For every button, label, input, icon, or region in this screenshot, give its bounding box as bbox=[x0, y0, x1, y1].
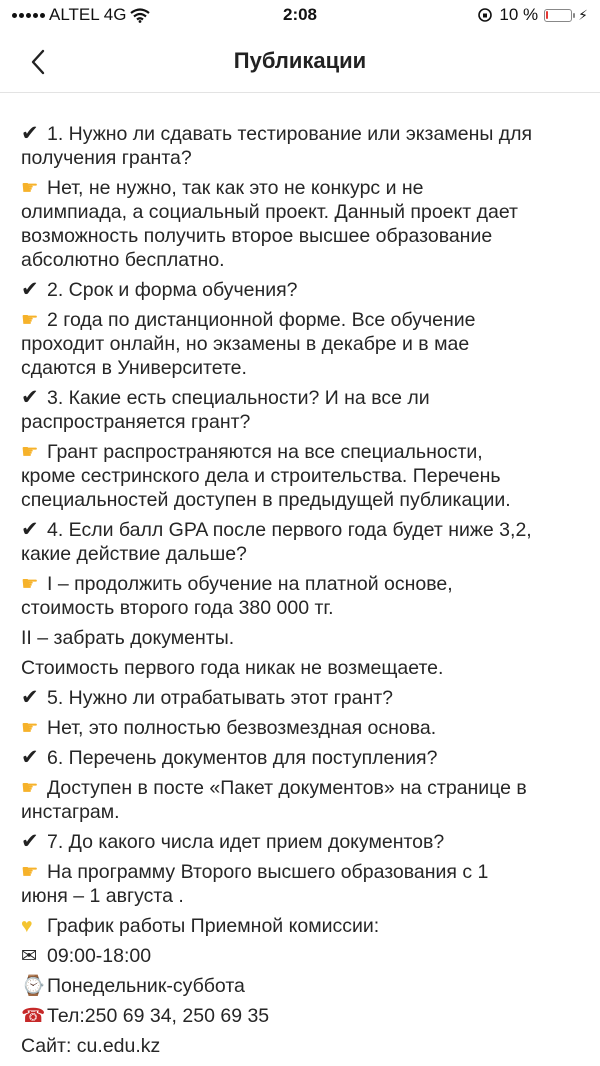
schedule-title: График работы Приемной комиссии: bbox=[47, 915, 380, 937]
pointing-hand-icon: ☛ bbox=[21, 861, 39, 883]
answer-1-cont3: абсолютно бесплатно. bbox=[21, 249, 225, 271]
nav-bar bbox=[0, 32, 600, 93]
battery-percent: 10 % bbox=[499, 5, 539, 24]
phone-numbers: Тел:250 69 34, 250 69 35 bbox=[47, 1005, 270, 1027]
answer-2-cont2: сдаются в Университете. bbox=[21, 357, 247, 379]
page-title: Публикации bbox=[233, 48, 367, 73]
check-mark-icon: ✔ bbox=[21, 518, 39, 541]
working-hours: 09:00-18:00 bbox=[47, 945, 152, 967]
question-4: 4. Если балл GPA после первого года будет ниже 3,2, bbox=[47, 519, 532, 541]
telephone-icon: ☎ bbox=[21, 1005, 46, 1027]
answer-3-cont2: специальностей доступен в предыдущей публикации. bbox=[21, 489, 511, 511]
pointing-hand-icon: ☛ bbox=[21, 717, 39, 739]
carrier-label: ALTEL 4G bbox=[49, 5, 127, 24]
answer-7: На программу Второго высшего образования с 1 bbox=[47, 861, 489, 883]
pointing-hand-icon: ☛ bbox=[21, 777, 39, 799]
status-right bbox=[477, 5, 588, 25]
answer-3: Грант распространяются на все специальности, bbox=[47, 441, 483, 463]
check-mark-icon: ✔ bbox=[21, 386, 39, 409]
check-mark-icon: ✔ bbox=[21, 122, 39, 145]
pointing-hand-icon: ☛ bbox=[21, 177, 39, 199]
answer-4: I – продолжить обучение на платной основе, bbox=[47, 573, 453, 595]
question-3-cont: распространяется грант? bbox=[21, 411, 251, 433]
answer-3-cont: кроме сестринского дела и строительства. Перечень bbox=[21, 465, 501, 487]
check-mark-icon: ✔ bbox=[21, 278, 39, 301]
check-mark-icon: ✔ bbox=[21, 686, 39, 709]
question-2: 2. Срок и форма обучения? bbox=[47, 279, 298, 301]
status-time: 2:08 bbox=[282, 5, 318, 24]
answer-4-cont2: II – забрать документы. bbox=[21, 627, 235, 649]
battery-level bbox=[546, 11, 548, 19]
answer-1: Нет, не нужно, так как это не конкурс и не bbox=[47, 177, 424, 199]
answer-4-cont: стоимость второго года 380 000 тг. bbox=[21, 597, 334, 619]
answer-2: 2 года по дистанционной форме. Все обучение bbox=[47, 309, 476, 331]
question-6: 6. Перечень документов для поступления? bbox=[47, 747, 438, 769]
question-1: 1. Нужно ли сдавать тестирование или экзамены для bbox=[47, 123, 533, 145]
answer-5: Нет, это полностью безвозмездная основа. bbox=[47, 717, 437, 739]
question-5: 5. Нужно ли отрабатывать этот грант? bbox=[47, 687, 394, 709]
question-7: 7. До какого числа идет прием документов? bbox=[47, 831, 445, 853]
check-mark-icon: ✔ bbox=[21, 746, 39, 769]
pointing-hand-icon: ☛ bbox=[21, 441, 39, 463]
answer-6: Доступен в посте «Пакет документов» на странице в bbox=[47, 777, 527, 799]
answer-7-cont: июня – 1 августа . bbox=[21, 885, 184, 907]
yellow-heart-icon: ♥ bbox=[21, 915, 33, 937]
status-bar bbox=[0, 0, 600, 32]
charging-bolt-icon: ⚡ bbox=[578, 6, 588, 23]
question-4-cont: какие действие дальше? bbox=[21, 543, 247, 565]
website-link[interactable]: Сайт: cu.edu.kz bbox=[21, 1035, 161, 1057]
answer-2-cont: проходит онлайн, но экзамены в декабре и в мае bbox=[21, 333, 470, 355]
mailbox-icon: ✉ bbox=[21, 945, 38, 967]
post-caption bbox=[21, 116, 581, 1058]
question-3: 3. Какие есть специальности? И на все ли bbox=[47, 387, 430, 409]
orientation-lock-icon bbox=[477, 7, 493, 23]
watch-icon: ⌚ bbox=[21, 975, 46, 997]
pointing-hand-icon: ☛ bbox=[21, 309, 39, 331]
answer-6-cont: инстаграм. bbox=[21, 801, 120, 823]
answer-1-cont: олимпиада, а социальный проект. Данный проект дает bbox=[21, 201, 518, 223]
check-mark-icon: ✔ bbox=[21, 830, 39, 853]
battery-icon bbox=[544, 9, 572, 22]
answer-4-cont3: Стоимость первого года никак не возмещаете. bbox=[21, 657, 444, 679]
working-days: Понедельник-суббота bbox=[47, 975, 245, 997]
answer-1-cont2: возможность получить второе высшее образование bbox=[21, 225, 493, 247]
pointing-hand-icon: ☛ bbox=[21, 573, 39, 595]
question-1-cont: получения гранта? bbox=[21, 147, 192, 169]
